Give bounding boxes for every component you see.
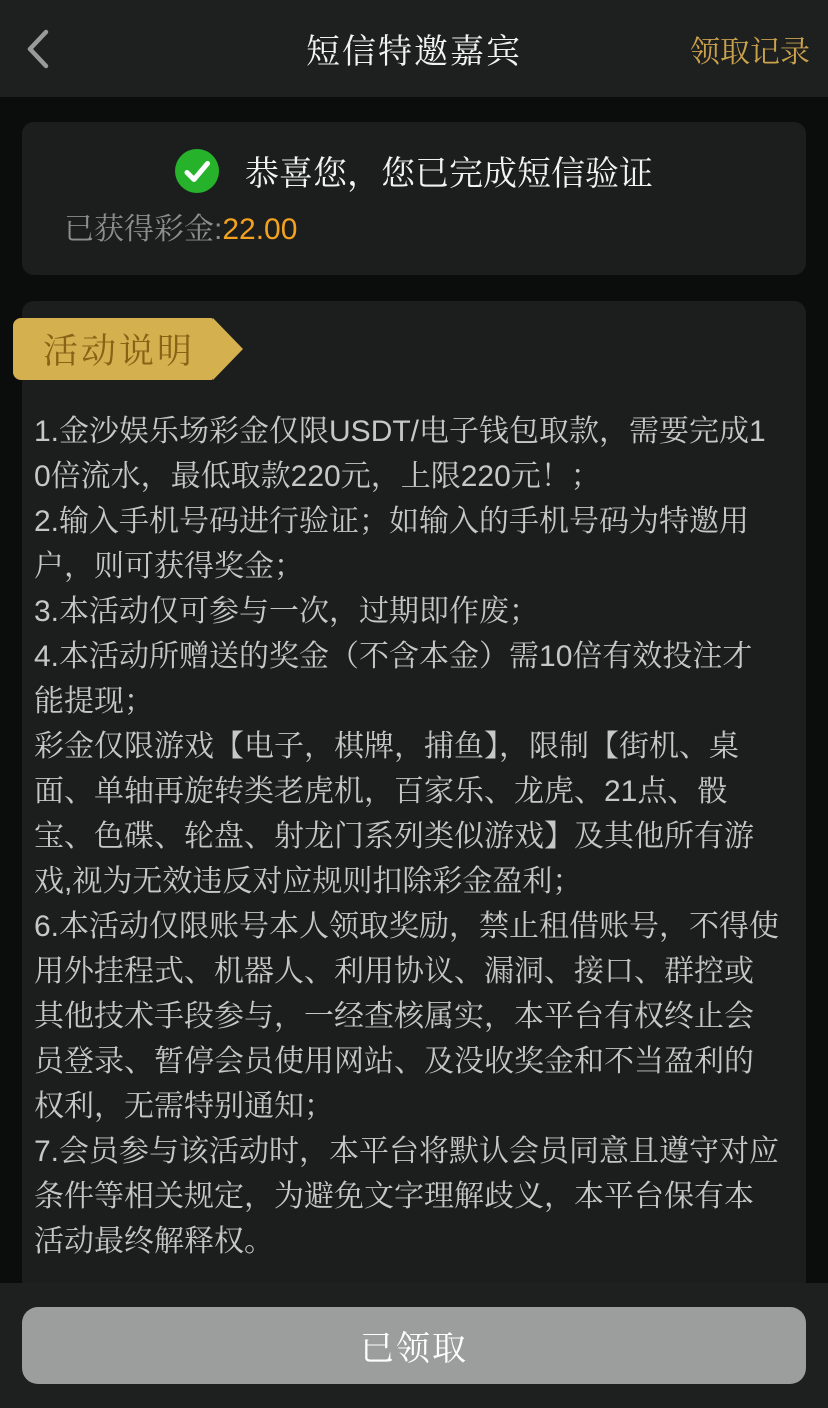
back-button[interactable] (24, 28, 54, 70)
success-message: 恭喜您，您已完成短信验证 (245, 155, 653, 193)
bonus-row (44, 209, 784, 251)
verification-success-card (22, 122, 806, 275)
activity-rules-card (22, 301, 806, 1283)
rule-item: 3.本活动仅可参与一次，过期即作废； (34, 595, 540, 628)
bonus-label: 已获得彩金: (64, 213, 223, 246)
rules-text-block (34, 409, 782, 1264)
check-circle-icon (175, 149, 219, 193)
rule-item: 1.金沙娱乐场彩金仅限USDT/电子钱包取款，需要完成10倍流水，最低取款220元，上限220元！； (34, 415, 766, 493)
header-bar (0, 0, 828, 97)
rule-item: 彩金仅限游戏【电子，棋牌，捕鱼】，限制【街机、桌面、单轴再旋转类老虎机，百家乐、龙虎、21点、骰宝、色碟、轮盘、射龙门系列类似游戏】及其他所有游戏,视为无效违反对应规则扣除彩金盈利； (34, 730, 754, 898)
rule-item: 7.会员参与该活动时，本平台将默认会员同意且遵守对应条件等相关规定，为避免文字理解歧义，本平台保有本活动最终解释权。 (34, 1135, 780, 1258)
chevron-left-icon (24, 28, 50, 70)
claimed-button[interactable]: 已领取 (22, 1307, 806, 1384)
content-area[interactable] (0, 97, 828, 1283)
rule-item: 2.输入手机号码进行验证；如输入的手机号码为特邀用户，则可获得奖金； (34, 505, 750, 583)
rules-ribbon-title: 活动说明 (43, 332, 196, 371)
claim-records-link[interactable]: 领取记录 (690, 35, 810, 69)
success-row (44, 146, 784, 195)
bonus-amount: 22.00 (222, 213, 298, 246)
rules-ribbon (13, 318, 213, 380)
page-title: 短信特邀嘉宾 (306, 33, 522, 71)
rule-item: 6.本活动仅限账号本人领取奖励，禁止租借账号，不得使用外挂程式、机器人、利用协议、漏洞、接口、群控或其他技术手段参与，一经查核属实，本平台有权终止会员登录、暂停会员使用网站、及没收奖金和不当盈利的权利，无需特别通知； (34, 910, 780, 1123)
rule-item: 4.本活动所赠送的奖金（不含本金）需10倍有效投注才能提现； (34, 640, 753, 718)
footer-bar (0, 1283, 828, 1408)
